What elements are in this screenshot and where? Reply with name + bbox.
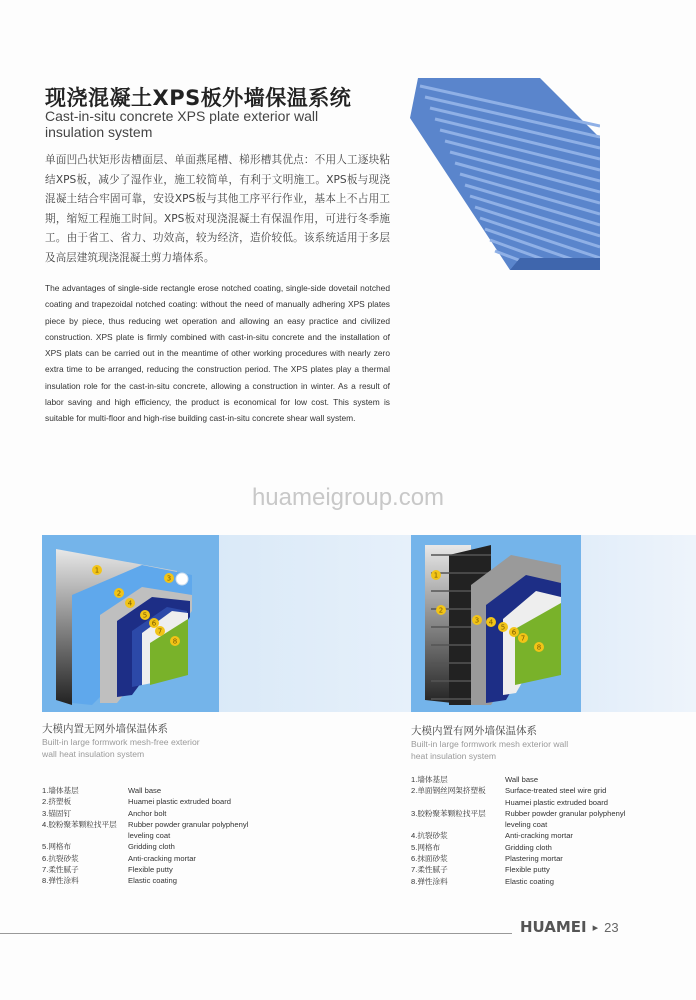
legend-item-english: Anchor bolt <box>128 808 167 818</box>
body-text-column <box>45 151 390 427</box>
legend-item-chinese: 8.弹性涂料 <box>411 876 448 886</box>
xps-board-image <box>400 78 600 270</box>
legend-item-english: Plastering mortar <box>505 854 563 864</box>
legend-item <box>411 842 641 853</box>
legend-item <box>411 864 641 875</box>
legend-item-english: Elastic coating <box>128 876 177 886</box>
layer-marker-label: 5 <box>500 623 506 632</box>
layer-marker-label: 2 <box>438 606 444 615</box>
layer-marker-label: 6 <box>151 619 157 628</box>
legend-item-english: Flexible putty <box>128 865 173 875</box>
legend-item-chinese: 8.弹性涂料 <box>42 876 79 886</box>
left-caption <box>42 721 342 760</box>
footer-brand <box>520 918 619 936</box>
layer-marker-label: 8 <box>172 637 178 646</box>
layer-marker-label: 8 <box>536 643 542 652</box>
legend-item-english: Huamei plastic extruded board <box>128 797 231 807</box>
legend-item-english: Wall base <box>505 775 539 784</box>
legend-item-english: Rubber powder granular polyphenyl leveling coat <box>505 808 626 830</box>
legend-item <box>411 876 641 887</box>
layer-marker-label: 7 <box>157 627 163 636</box>
legend-item-english: Elastic coating <box>505 876 554 886</box>
legend-item <box>411 808 641 831</box>
layer-marker-label: 4 <box>488 618 494 627</box>
left-caption-english: Built-in large formwork mesh-free exterior wall heat insulation system <box>42 737 200 759</box>
layer-marker-label: 4 <box>127 599 133 608</box>
page-number: 23 <box>604 919 619 935</box>
right-caption-english: Built-in large formwork mesh exterior wall heat insulation system <box>411 739 569 761</box>
legend-item-chinese: 4.抗裂砂浆 <box>411 831 448 841</box>
layer-marker-label: 2 <box>116 589 122 598</box>
legend-item <box>42 808 262 819</box>
legend-item-english: Anti-cracking mortar <box>505 831 573 841</box>
layer-marker-label: 5 <box>142 611 148 620</box>
left-legend <box>42 785 262 887</box>
legend-item-chinese: 2.单面钢丝网架挤塑板 <box>411 786 486 796</box>
legend-item-chinese: 3.锚固钉 <box>42 808 72 818</box>
legend-item-chinese: 2.挤塑板 <box>42 797 72 807</box>
huamei-logo: HUAMEI <box>520 918 587 936</box>
right-caption-chinese: 大模内置有网外墙保温体系 <box>411 725 537 737</box>
legend-item-english: Anti-cracking mortar <box>128 853 196 863</box>
legend-item-chinese: 1.墙体基层 <box>42 786 79 795</box>
page-arrow-icon: ▸ <box>592 920 599 934</box>
title-english: Cast-in-situ concrete XPS plate exterior wall insulation system <box>45 108 319 140</box>
legend-item <box>42 841 262 852</box>
layer-marker-label: 1 <box>94 566 100 575</box>
right-system-diagram <box>411 535 581 712</box>
legend-item <box>42 785 262 796</box>
layer-marker-label: 3 <box>474 616 480 625</box>
left-caption-chinese: 大模内置无网外墙保温体系 <box>42 723 168 735</box>
right-caption <box>411 723 696 762</box>
legend-item-english: Flexible putty <box>505 865 550 875</box>
legend-item <box>42 819 262 842</box>
legend-item-english: Wall base <box>128 786 162 795</box>
legend-item-english: Gridding cloth <box>505 842 552 852</box>
legend-item-chinese: 5.网格布 <box>42 842 72 852</box>
legend-item-chinese: 7.柔性腻子 <box>42 865 79 875</box>
watermark-text: huameigroup.com <box>251 484 445 511</box>
legend-item-chinese: 6.抹面砂浆 <box>411 854 448 864</box>
layer-marker-label: 7 <box>520 634 526 643</box>
legend-item-chinese: 6.抗裂砂浆 <box>42 853 79 863</box>
layer-marker-label: 6 <box>511 628 517 637</box>
legend-item <box>411 853 641 864</box>
legend-item-english: Gridding cloth <box>128 842 175 852</box>
legend-item <box>411 785 641 808</box>
layer-marker-label: 3 <box>166 574 172 583</box>
legend-item <box>42 875 262 886</box>
legend-item <box>42 796 262 807</box>
legend-item-chinese: 1.墙体基层 <box>411 775 448 784</box>
footer-divider <box>0 933 512 934</box>
paragraph-english: The advantages of single-side rectangle erose notched coating, single-side dovetail notched coating and trapezoidal notched coating: without the need of manually adhering XPS plates piece by piece, thus reducing wet operation and allowing an easy practice and civilized construction. XPS plate is firmly combined with cast-in-situ concrete and the installation of XPS plats can be carried out in the meantime of other working procedures with nearly zero extra time to be arranged, reducing the construction period. The XPS plates play a thermal insulation role for the cast-in-situ concrete, allowing a construction in winter. As a result of labor saving and high efficiency, the product is economical for low cost. This system is suitable for multi-floor and high-rise building cast-in-situ concrete shear wall system. <box>45 283 390 424</box>
legend-item-chinese: 4.胶粉聚苯颗粒找平层 <box>42 819 117 829</box>
layer-marker-label: 1 <box>433 571 439 580</box>
legend-item <box>42 864 262 875</box>
legend-item <box>411 774 641 785</box>
left-system-diagram <box>42 535 219 712</box>
legend-item <box>411 830 641 841</box>
right-legend <box>411 774 641 887</box>
legend-item-english: Surface-treated steel wire grid Huamei plastic extruded board <box>505 786 608 807</box>
legend-item-chinese: 3.胶粉聚苯颗粒找平层 <box>411 808 486 818</box>
legend-item-chinese: 5.网格布 <box>411 842 441 852</box>
legend-item-english: Rubber powder granular polyphenyl leveling coat <box>128 819 249 841</box>
legend-item <box>42 853 262 864</box>
title-chinese: 现浇混凝土XPS板外墙保温系统 <box>45 86 352 110</box>
paragraph-chinese: 单面凹凸状矩形齿槽面层、单面燕尾槽、梯形槽其优点：不用人工逐块粘结XPS板，减少了湿作业，施工较简单，有利于文明施工。XPS板与现浇混凝土结合牢固可靠，安设XPS板与其他工序平行作业，基本上不占用工期，缩短工程施工时间。XPS板对现浇混凝土有保温作用，可进行冬季施工。由于省工、省力、功效高，较为经济，造价较低。该系统适用于多层及高层建筑现浇混凝土剪力墙体系。 <box>45 154 390 264</box>
legend-item-chinese: 7.柔性腻子 <box>411 865 448 875</box>
